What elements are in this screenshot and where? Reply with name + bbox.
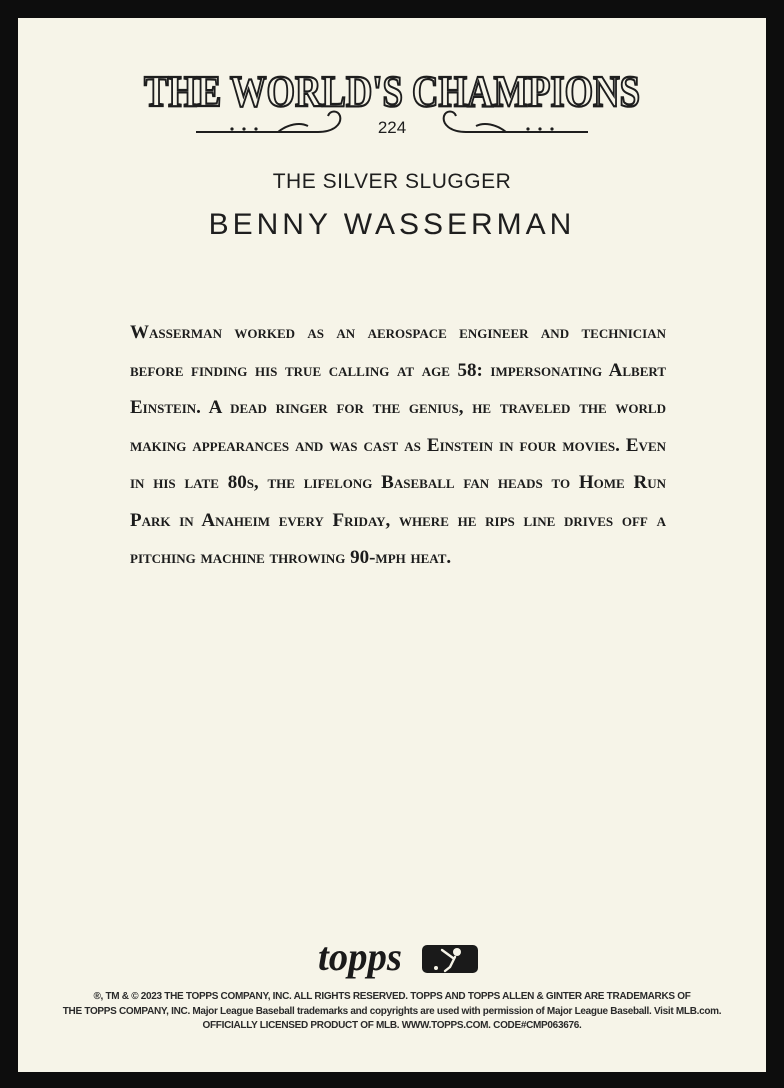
card-subtitle: THE SILVER SLUGGER xyxy=(272,170,512,193)
card-number: 224 xyxy=(377,118,407,137)
legal-notice xyxy=(48,990,736,1034)
brand-logos xyxy=(314,936,494,982)
player-bio: Wasserman worked as an aerospace engineer and technician before finding his true calling at age 58: impersonating Albert Einstein. A dead ringer for the genius, he traveled the world making appearances and was cast as Einstein in four movies. Even in his late 80s, the lifelong Baseball fan heads to Home Run Park in Anaheim every Friday, where he rips line drives off a pitching machine throwing 90-mph heat. xyxy=(130,322,666,568)
trading-card-back xyxy=(18,18,766,1072)
mlb-batter-logo-icon xyxy=(422,945,478,973)
player-name: BENNY WASSERMAN xyxy=(208,208,576,241)
topps-logo: topps xyxy=(318,936,402,979)
set-title: THE WORLD'S CHAMPIONS xyxy=(144,67,640,116)
legal-line: THE TOPPS COMPANY, INC. Major League Baseball trademarks and copyrights are used with permission of Major League Baseball. Visit MLB.com. xyxy=(62,1005,722,1017)
legal-line: ®, TM & © 2023 THE TOPPS COMPANY, INC. ALL RIGHTS RESERVED. TOPPS AND TOPPS ALLEN & GINTER ARE TRADEMARKS OF xyxy=(93,991,691,1002)
legal-line: OFFICIALLY LICENSED PRODUCT OF MLB. WWW.TOPPS.COM. CODE#CMP063676. xyxy=(202,1020,582,1031)
